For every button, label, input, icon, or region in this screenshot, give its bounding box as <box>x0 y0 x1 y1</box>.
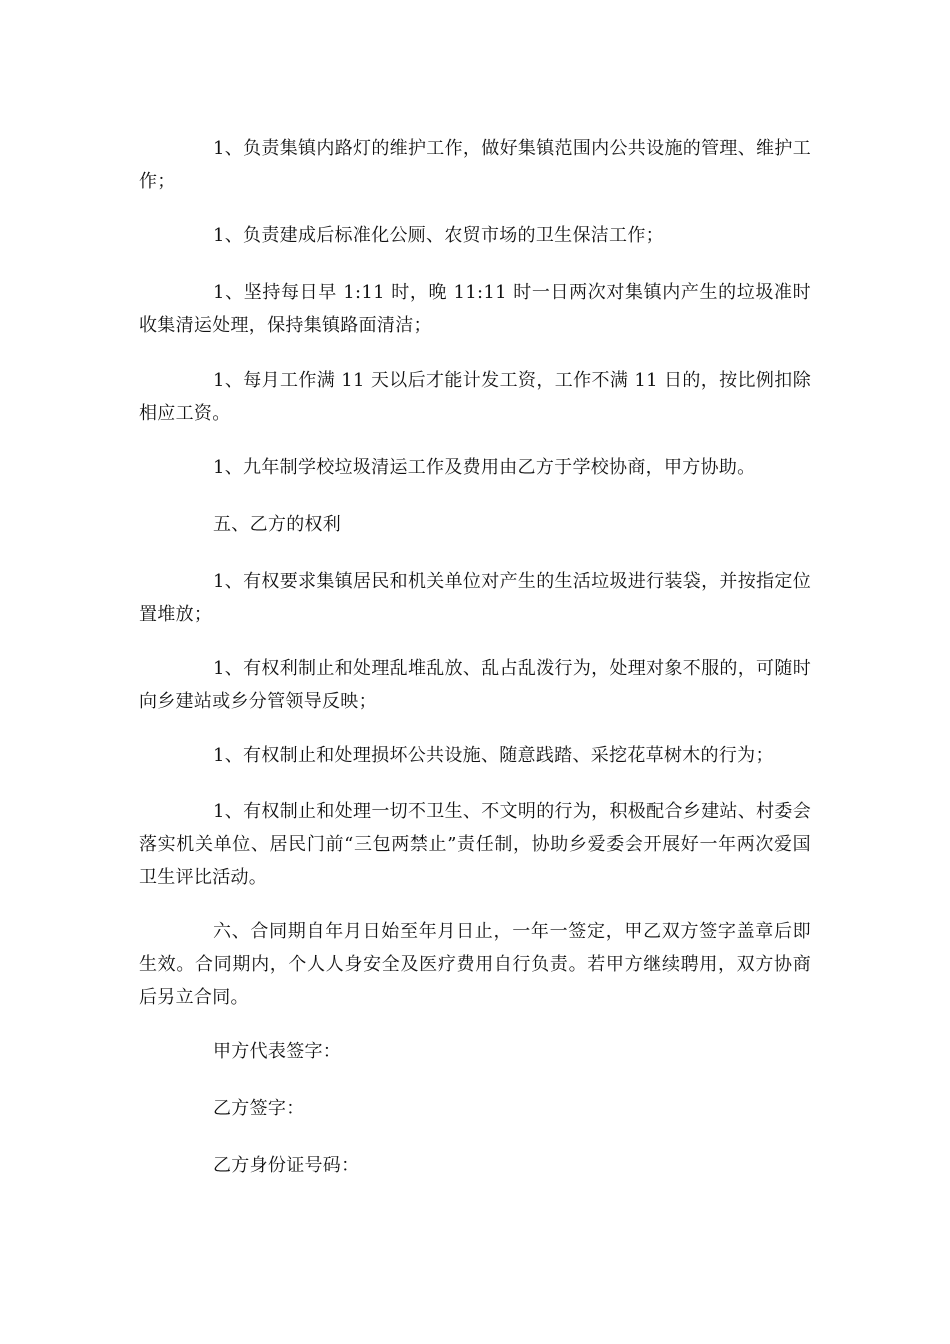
right-stop-littering: 1、有权利制止和处理乱堆乱放、乱占乱泼行为，处理对象不服的，可随时向乡建站或乡分管领导反映； <box>139 658 811 712</box>
section-heading-party-b-rights: 五、乙方的权利 <box>213 514 342 535</box>
duty-garbage-collection-schedule: 1、坚持每日早 1:11 时，晚 11:11 时一日两次对集镇内产生的垃圾准时收集清运处理，保持集镇路面清洁； <box>139 282 811 336</box>
right-stop-vandalism: 1、有权制止和处理损坏公共设施、随意践踏、采挖花草树木的行为； <box>213 745 774 766</box>
right-require-bagging: 1、有权要求集镇居民和机关单位对产生的生活垃圾进行装袋，并按指定位置堆放； <box>139 571 811 625</box>
contract-term-clause: 六、合同期自年月日始至年月日止，一年一签定，甲乙双方签字盖章后即生效。合同期内，个人人身安全及医疗费用自行负责。若甲方继续聘用，双方协商后另立合同。 <box>139 921 811 1008</box>
duty-wage-calculation: 1、每月工作满 11 天以后才能计发工资，工作不满 11 日的，按比例扣除相应工资。 <box>139 370 811 424</box>
duty-streetlight-maintenance: 1、负责集镇内路灯的维护工作，做好集镇范围内公共设施的管理、维护工作； <box>139 138 811 192</box>
duty-public-toilet-market-cleaning: 1、负责建成后标准化公厕、农贸市场的卫生保洁工作； <box>213 225 664 246</box>
party-a-representative-signature: 甲方代表签字： <box>213 1041 342 1062</box>
party-b-id-number: 乙方身份证号码： <box>213 1155 360 1176</box>
right-sanitation-cooperation: 1、有权制止和处理一切不卫生、不文明的行为，积极配合乡建站、村委会落实机关单位、居民门前“三包两禁止”责任制，协助乡爱委会开展好一年两次爱国卫生评比活动。 <box>139 801 811 888</box>
duty-school-garbage: 1、九年制学校垃圾清运工作及费用由乙方于学校协商，甲方协助。 <box>213 457 756 478</box>
party-b-signature: 乙方签字： <box>213 1098 305 1119</box>
